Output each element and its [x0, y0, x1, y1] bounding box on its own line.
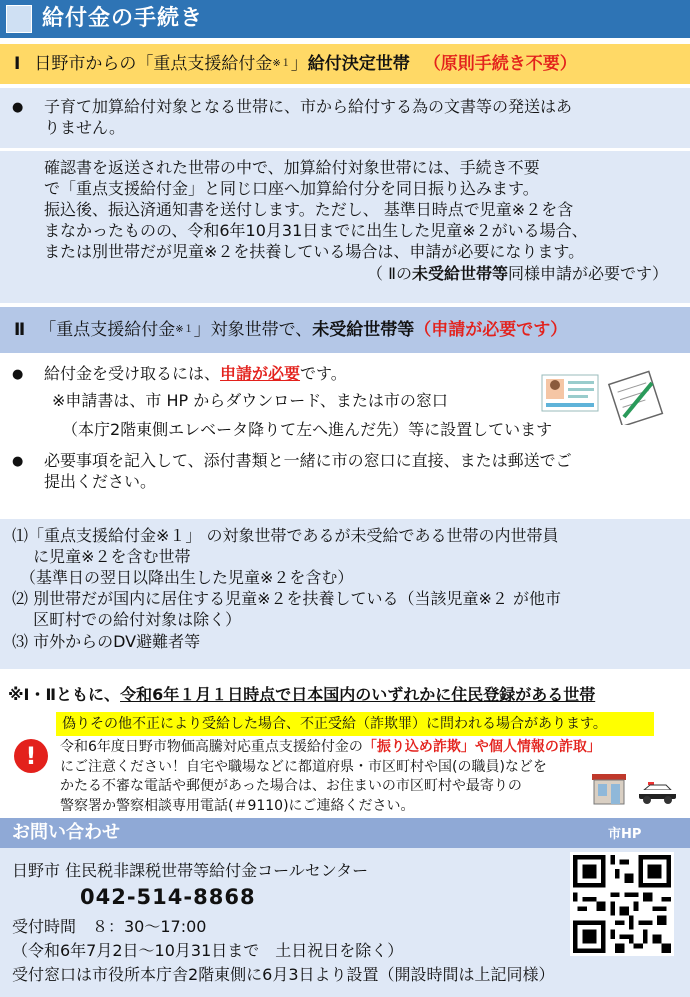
section2-head-sup: ※１: [175, 324, 194, 336]
section1-detail-box: [0, 151, 690, 303]
fraud-penalty-warning: 偽りその他不正により受給した場合、不正受給（詐欺罪）に問われる場合があります。: [56, 712, 654, 736]
bullet-icon: ●: [12, 100, 24, 115]
bullet2-line: 必要事項を記入して、添付書類と一緒に市の窓口に直接、または郵送でご: [44, 451, 572, 471]
bullet-icon: ●: [12, 454, 24, 470]
section1-detail-line: 振込後、振込済通知書を送付します。ただし、 基準日時点で児童※２を含: [44, 200, 574, 220]
bullet2-line: 提出ください。: [44, 472, 157, 492]
section2-head-pre: 「重点支援給付金: [39, 319, 176, 340]
section1-detail-note: [44, 263, 678, 284]
scam-line: にご注意ください！自宅や職場などに都道府県・市区町村や国(の職員)などを: [60, 758, 547, 775]
item-line: （基準日の翌日以降出生した児童※２を含む）: [12, 568, 354, 588]
section1-bullet-line: 子育て加算給付対象となる世帯に、市から給付する為の文書等の発送はあ: [44, 97, 573, 116]
page-title: 給付金の手続き: [42, 6, 204, 32]
bullet-icon: ●: [12, 367, 24, 382]
bullet1-post: です。: [300, 364, 347, 383]
section2-bullet-box: [0, 357, 690, 517]
eligibility-note-underlined: 令和6年１月１日時点で日本国内のいずれかに住民登録がある世帯: [120, 685, 596, 704]
exclamation-icon: !: [14, 739, 48, 773]
section1-head-red: （原則手続き不要）: [423, 53, 577, 74]
section1-number: Ⅰ: [14, 53, 21, 74]
police-box-icon: [590, 770, 628, 806]
scam-line1-pre: 令和6年度日野市物価高騰対応重点支援給付金の: [60, 739, 363, 755]
item-line: ⑶ 市外からのDV避難者等: [12, 631, 201, 651]
bullet1-sub1: ※申請書は、市 HP からダウンロード、または市の窓口: [52, 391, 448, 411]
contact-header: [0, 818, 690, 848]
section2-items-box: [0, 519, 690, 669]
title-decoration: [6, 5, 32, 33]
section1-bullet-line: りません。: [44, 118, 125, 138]
call-center-name: 日野市 住民税非課税世帯等給付金コールセンター: [12, 861, 369, 880]
scam-warning: [60, 738, 656, 816]
item-line: ⑴「重点支援給付金※１」 の対象世帯であるが未受給である世帯の内世帯員: [12, 526, 559, 545]
section1-detail-line: 確認書を返送された世帯の中で、加算給付対象世帯には、手続き不要: [44, 158, 540, 177]
application-form-icon: [540, 369, 670, 425]
section1-header: [0, 44, 690, 84]
bullet1-red: 申請が必要: [220, 364, 301, 383]
reception-window: 受付窓口は市役所本庁舎2階東側に6月3日より設置（開設時間は上記同様）: [12, 965, 555, 984]
section1-bullet-box: [0, 88, 690, 148]
scam-line: かたる不審な電話や郵便があった場合は、お住まいの市区町村や最寄りの: [60, 778, 522, 795]
section1-detail-line: または別世帯だが児童※２を扶養している場合は、申請が必要になります。: [44, 242, 585, 262]
scam-line: 警察署か警察相談専用電話(＃9110)にご連絡ください。: [60, 797, 415, 814]
city-hp-label: 市HP: [608, 827, 642, 842]
section2-head-red: （申請が必要です）: [414, 319, 568, 340]
section1-head-mid: 」: [290, 53, 308, 74]
reception-hours: 受付時間 ８：30～17:00: [12, 917, 207, 936]
section2-number: Ⅱ: [14, 319, 26, 340]
section1-head-sup: ※１: [272, 58, 291, 70]
section1-head-bold: 給付決定世帯: [307, 53, 410, 74]
detail-note-post: 同様申請が必要です）: [507, 263, 668, 283]
qr-code-icon[interactable]: [570, 852, 674, 956]
item-line: に児童※２を含む世帯: [12, 547, 191, 567]
police-car-icon: [636, 780, 678, 806]
bullet1-sub2: （本庁2階東側エレベータ降りて左へ進んだ先）等に設置しています: [62, 420, 553, 440]
eligibility-note: [8, 684, 595, 705]
detail-note-pre: （ Ⅱの: [367, 263, 412, 283]
contact-label: お問い合わせ: [12, 822, 120, 843]
section2-header: [0, 307, 690, 353]
call-center-phone[interactable]: 042-514-8868: [80, 885, 256, 909]
section1-detail-line: で「重点支援給付金」と同じ口座へ加算給付分を同日振り込みます。: [44, 179, 539, 199]
section2-head-bold: 未受給世帯等: [312, 319, 415, 340]
bullet1-pre: 給付金を受け取るには、: [44, 364, 221, 383]
item-line: 区町村での給付対象は除く）: [12, 610, 242, 630]
detail-note-bold: 未受給世帯等: [411, 263, 508, 283]
title-bar: [0, 0, 690, 38]
section1-head-pre: 日野市からの「重点支援給付金: [34, 53, 273, 74]
section1-detail-line: まなかったものの、令和6年10月31日までに出生した児童※２がいる場合、: [44, 221, 588, 241]
contact-panel: [0, 818, 690, 997]
reception-period: （令和6年7月2日～10月31日まで 土日祝日を除く）: [12, 941, 404, 960]
section2-head-mid: 」対象世帯で、: [193, 319, 313, 340]
item-line: ⑵ 別世帯だが国内に居住する児童※２を扶養している（当該児童※２ が他市: [12, 589, 561, 609]
eligibility-note-prefix: ※Ⅰ・Ⅱともに、: [8, 685, 121, 704]
scam-line1-red: 「振り込め詐欺」や個人情報の詐取」: [362, 739, 601, 755]
